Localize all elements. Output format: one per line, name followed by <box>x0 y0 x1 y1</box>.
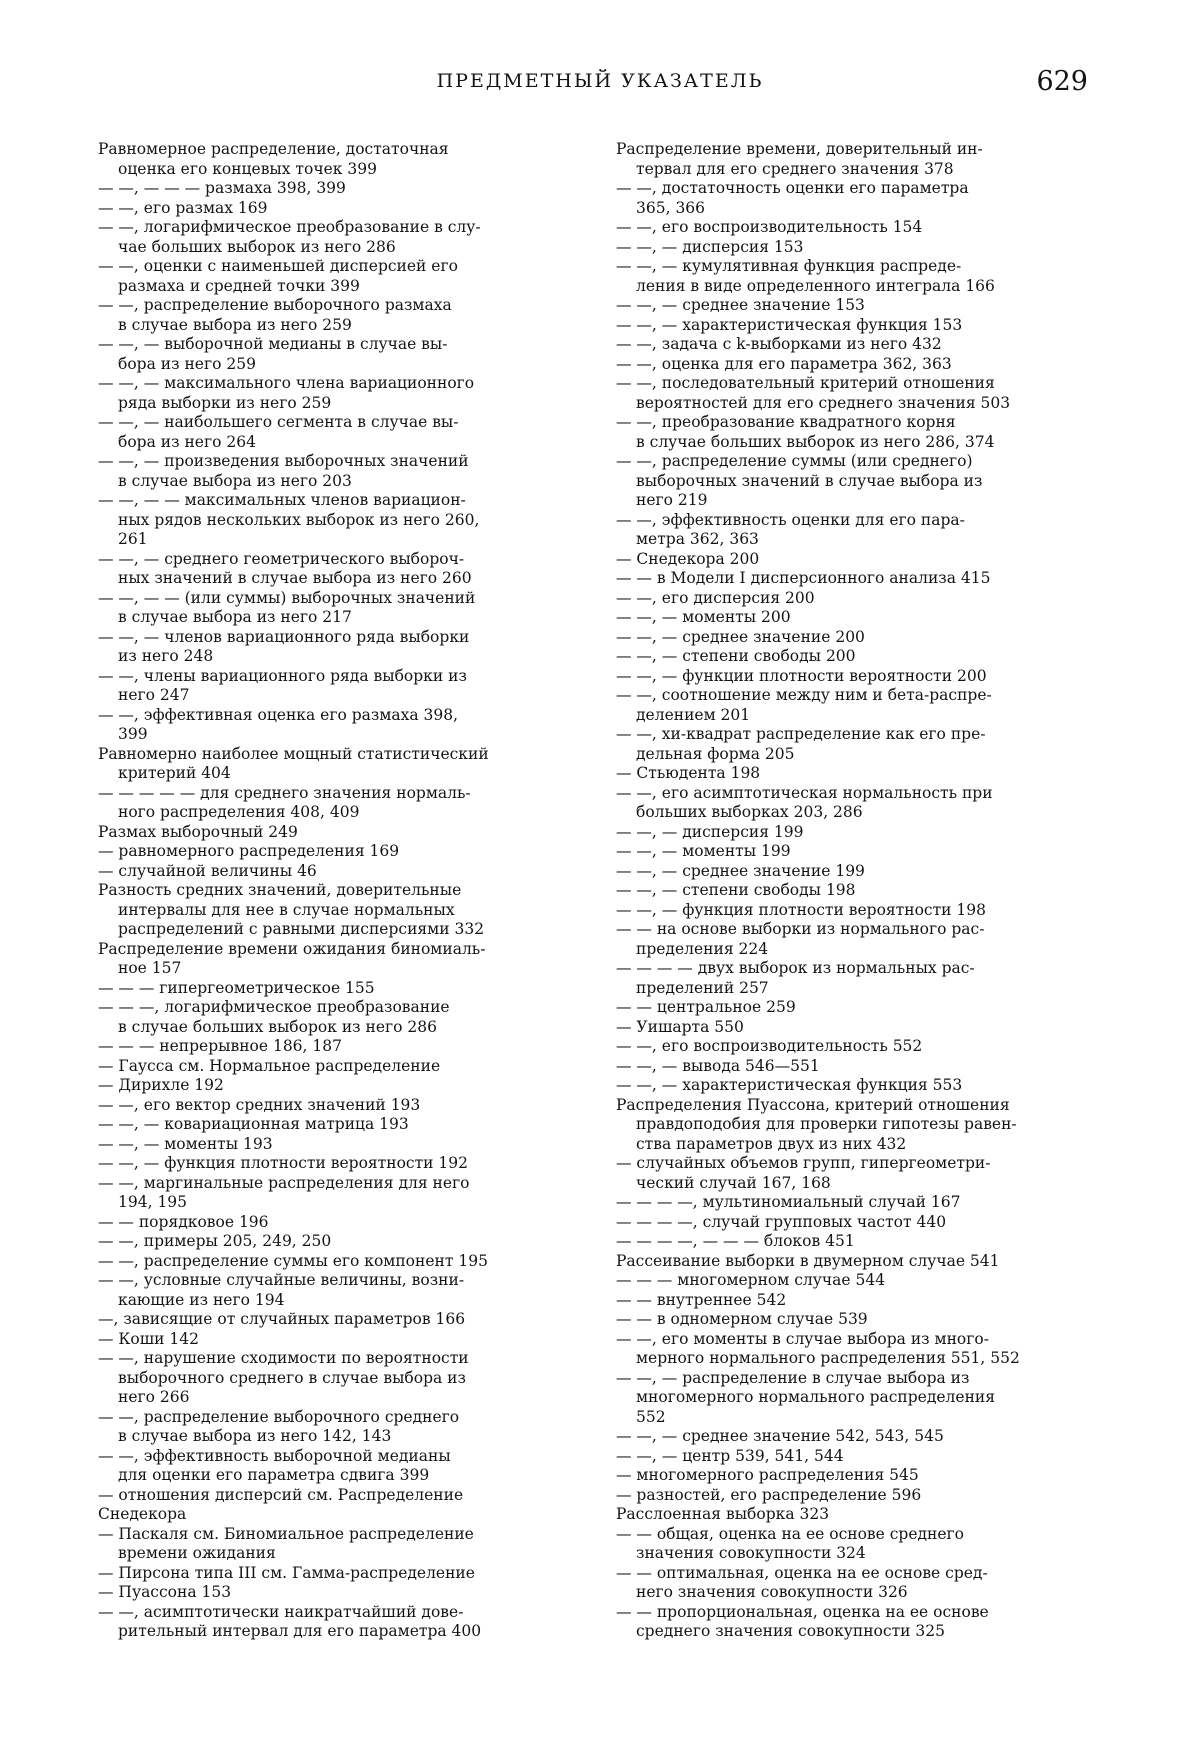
index-line: — Паскаля см. Биномиальное распределение <box>98 1524 474 1543</box>
index-line: — —, — вывода 546—551 <box>616 1056 820 1075</box>
index-line: — —, — функция плотности вероятности 198 <box>616 900 987 919</box>
index-line: — —, — функции плотности вероятности 200 <box>616 666 987 685</box>
index-line: в случае выбора из него 142, 143 <box>118 1427 392 1445</box>
index-line: — —, — произведения выборочных значений <box>98 452 469 470</box>
index-line: ления в виде определенного интеграла 166 <box>636 276 995 295</box>
index-line: — —, преобразование квадратного корня <box>616 413 956 431</box>
index-line: — — внутреннее 542 <box>616 1290 787 1309</box>
index-line: — —, достаточность оценки его параметра <box>616 179 969 197</box>
index-line: критерий 404 <box>118 764 231 782</box>
index-line: — —, задача с k-выборками из него 432 <box>616 335 942 353</box>
index-line: — —, — центр 539, 541, 544 <box>616 1446 844 1465</box>
index-line: — разностей, его распределение 596 <box>616 1485 922 1504</box>
index-line: чае больших выборок из него 286 <box>118 237 396 256</box>
index-line: метра 362, 363 <box>636 530 759 548</box>
index-line: — —, соотношение между ним и бета-распре- <box>616 686 992 704</box>
index-line: — —, эффективность оценки для его пара- <box>616 510 965 529</box>
index-line: пределения 224 <box>636 939 769 958</box>
index-line: — — в одномерном случае 539 <box>616 1310 868 1328</box>
index-line: — —, — — — размаха 398, 399 <box>98 179 346 197</box>
index-line: — —, его воспроизводительность 552 <box>616 1037 923 1055</box>
index-line: — —, — ковариационная матрица 193 <box>98 1115 409 1133</box>
index-line: — —, — дисперсия 153 <box>616 237 804 256</box>
index-line: — —, последовательный критерий отношения <box>616 374 995 392</box>
index-line: — — в Модели I дисперсионного анализа 415 <box>616 569 991 587</box>
index-line: для оценки его параметра сдвига 399 <box>118 1466 430 1484</box>
index-line: среднего значения совокупности 325 <box>636 1622 945 1640</box>
index-line: Равномерно наиболее мощный статистический <box>98 744 489 763</box>
index-line: — —, — среднее значение 199 <box>616 861 865 880</box>
page-number: 629 <box>1036 66 1088 97</box>
index-line: времени ожидания <box>118 1544 276 1562</box>
index-line: рительный интервал для его параметра 400 <box>118 1622 482 1640</box>
index-line: выборочного среднего в случае выбора из <box>118 1368 466 1387</box>
index-line: — —, — среднего геометрического выбороч- <box>98 549 465 568</box>
index-line: Распределение времени, доверительный ин- <box>616 140 983 158</box>
index-line: правдоподобия для проверки гипотезы равен- <box>636 1115 1017 1133</box>
index-line: — —, эффективность выборочной медианы <box>98 1446 451 1465</box>
index-line: ряда выборки из него 259 <box>118 393 332 412</box>
index-line: — —, хи-квадрат распределение как его пре- <box>616 725 986 743</box>
index-line: — Дирихле 192 <box>98 1076 224 1094</box>
index-line: — —, распределение суммы (или среднего) <box>616 452 973 470</box>
index-line: ного распределения 408, 409 <box>118 803 360 821</box>
index-line: — — — — — для среднего значения нормаль- <box>98 783 471 802</box>
index-line: — —, — среднее значение 542, 543, 545 <box>616 1427 944 1445</box>
index-line: — —, распределение суммы его компонент 195 <box>98 1251 488 1270</box>
index-line: тервал для его среднего значения 378 <box>636 159 954 178</box>
index-line: ных рядов нескольких выборок из него 260, <box>118 510 480 529</box>
index-line: него 219 <box>636 491 708 509</box>
index-line: — — на основе выборки из нормального рас- <box>616 920 985 938</box>
index-line: — —, его моменты в случае выбора из много- <box>616 1329 989 1348</box>
index-line: Снедекора <box>98 1505 187 1523</box>
index-line: — — — гипергеометрическое 155 <box>98 978 375 997</box>
index-line: — —, — характеристическая функция 553 <box>616 1076 963 1094</box>
index-line: распределений с равными дисперсиями 332 <box>118 920 485 938</box>
index-line: 552 <box>636 1407 666 1426</box>
index-line: — Гаусса см. Нормальное распределение <box>98 1056 441 1075</box>
index-line: него значения совокупности 326 <box>636 1583 908 1601</box>
index-line: — —, — степени свободы 198 <box>616 881 856 899</box>
index-line: — —, — наибольшего сегмента в случае вы- <box>98 413 459 431</box>
index-line: ное 157 <box>118 959 182 977</box>
index-line: многомерного нормального распределения <box>636 1388 996 1406</box>
index-line: — —, его дисперсия 200 <box>616 588 815 607</box>
index-line: — —, распределение выборочного среднего <box>98 1407 460 1426</box>
index-line: бора из него 264 <box>118 432 256 451</box>
index-line: — Коши 142 <box>98 1329 200 1348</box>
index-line: — случайной величины 46 <box>98 861 317 880</box>
index-line: — многомерного распределения 545 <box>616 1466 919 1484</box>
index-line: — —, — распределение в случае выбора из <box>616 1368 970 1387</box>
index-line: — —, — выборочной медианы в случае вы- <box>98 335 448 353</box>
index-line: пределений 257 <box>636 978 769 997</box>
index-line: Распределения Пуассона, критерий отношения <box>616 1095 1010 1114</box>
index-line: — Пуассона 153 <box>98 1583 232 1601</box>
index-line: — —, — среднее значение 153 <box>616 296 865 314</box>
index-line: — —, — степени свободы 200 <box>616 647 856 665</box>
index-line: — —, члены вариационного ряда выборки из <box>98 666 467 685</box>
index-line: — — пропорциональная, оценка на ее основе <box>616 1602 989 1621</box>
index-line: в случае больших выборок из него 286 <box>118 1017 438 1036</box>
index-line: значения совокупности 324 <box>636 1544 866 1562</box>
index-line: вероятностей для его среднего значения 503 <box>636 393 1011 412</box>
index-line: в случае выбора из него 203 <box>118 471 352 490</box>
index-line: — Снедекора 200 <box>616 549 760 568</box>
index-line: — — — —, случай групповых частот 440 <box>616 1212 947 1231</box>
index-line: ства параметров двух из них 432 <box>636 1134 907 1153</box>
index-line: — —, его размах 169 <box>98 198 268 217</box>
index-line: Равномерное распределение, достаточная <box>98 140 449 158</box>
index-column-right <box>616 140 1096 1642</box>
index-line: — —, — — максимальных членов вариацион- <box>98 491 466 509</box>
index-line: — — — —, мультиномиальный случай 167 <box>616 1193 961 1211</box>
index-line: 194, 195 <box>118 1193 188 1211</box>
index-line: дельная форма 205 <box>636 744 795 763</box>
index-line: — —, асимптотически наикратчайший дове- <box>98 1602 464 1621</box>
index-line: — —, логарифмическое преобразование в слу- <box>98 218 481 236</box>
index-line: бора из него 259 <box>118 354 256 373</box>
index-line: — —, оценки с наименьшей дисперсией его <box>98 257 458 275</box>
index-line: — —, — характеристическая функция 153 <box>616 315 963 334</box>
index-line: — случайных объемов групп, гипергеометри- <box>616 1154 991 1172</box>
index-line: в случае выбора из него 217 <box>118 608 352 626</box>
index-line: — Уишарта 550 <box>616 1017 744 1036</box>
index-line: — — — — двух выборок из нормальных рас- <box>616 959 975 977</box>
index-line: — Пирсона типа III см. Гамма-распределение <box>98 1563 475 1582</box>
index-line: — —, — членов вариационного ряда выборки <box>98 627 470 646</box>
index-line: — —, — дисперсия 199 <box>616 822 804 841</box>
index-line: — — центральное 259 <box>616 998 796 1016</box>
index-line: — —, его асимптотическая нормальность при <box>616 783 993 802</box>
index-line: него 247 <box>118 686 190 704</box>
index-line: — — общая, оценка на ее основе среднего <box>616 1524 965 1543</box>
index-line: него 266 <box>118 1388 190 1406</box>
index-line: в случае выбора из него 259 <box>118 315 352 334</box>
index-column-left <box>98 140 583 1642</box>
index-line: Распределение времени ожидания биномиаль- <box>98 939 486 958</box>
index-line: — равномерного распределения 169 <box>98 842 400 860</box>
index-line: — — — непрерывное 186, 187 <box>98 1037 342 1055</box>
index-line: в случае больших выборок из него 286, 374 <box>636 432 995 451</box>
index-line: — —, — кумулятивная функция распреде- <box>616 257 962 275</box>
index-line: из него 248 <box>118 647 214 665</box>
index-line: — —, его воспроизводительность 154 <box>616 218 923 236</box>
index-line: — — — многомерном случае 544 <box>616 1271 886 1289</box>
page-title: ПРЕДМЕТНЫЙ УКАЗАТЕЛЬ <box>436 70 764 92</box>
index-line: — —, — моменты 199 <box>616 842 791 860</box>
index-line: — —, распределение выборочного размаха <box>98 296 452 314</box>
index-line: — —, — моменты 193 <box>98 1134 273 1153</box>
index-line: делением 201 <box>636 705 751 724</box>
index-line: ных значений в случае выбора из него 260 <box>118 569 472 587</box>
index-line: — —, — — (или суммы) выборочных значений <box>98 588 476 607</box>
index-line: Расслоенная выборка 323 <box>616 1505 830 1523</box>
index-line: — — порядковое 196 <box>98 1212 269 1231</box>
index-line: — — —, логарифмическое преобразование <box>98 998 450 1016</box>
index-line: — — оптимальная, оценка на ее основе сред- <box>616 1563 988 1582</box>
index-line: — — — —, — — — блоков 451 <box>616 1232 855 1250</box>
index-line: — —, эффективная оценка его размаха 398, <box>98 705 459 724</box>
index-line: — —, — максимального члена вариационного <box>98 374 475 392</box>
index-line: оценка его концевых точек 399 <box>118 159 377 178</box>
index-line: Рассеивание выборки в двумерном случае 541 <box>616 1251 1000 1270</box>
index-line: —, зависящие от случайных параметров 166 <box>98 1310 466 1328</box>
index-line: — отношения дисперсий см. Распределение <box>98 1485 464 1504</box>
index-line: 399 <box>118 725 148 743</box>
index-line: интервалы для нее в случае нормальных <box>118 900 455 919</box>
index-line: — —, примеры 205, 249, 250 <box>98 1232 332 1250</box>
index-line: 261 <box>118 530 148 548</box>
index-line: — —, условные случайные величины, возни- <box>98 1271 465 1289</box>
index-line: — —, — функция плотности вероятности 192 <box>98 1154 469 1172</box>
index-line: кающие из него 194 <box>118 1290 285 1309</box>
index-line: Разность средних значений, доверительные <box>98 881 462 899</box>
index-line: 365, 366 <box>636 198 706 217</box>
index-line: больших выборках 203, 286 <box>636 803 863 821</box>
index-line: — —, нарушение сходимости по вероятности <box>98 1349 469 1367</box>
index-line: — —, маргинальные распределения для него <box>98 1173 470 1192</box>
index-line: — —, — моменты 200 <box>616 608 791 626</box>
index-line: мерного нормального распределения 551, 552 <box>636 1349 1020 1367</box>
index-line: размаха и средней точки 399 <box>118 276 360 295</box>
index-line: — —, — среднее значение 200 <box>616 627 865 646</box>
index-line: выборочных значений в случае выбора из <box>636 471 983 490</box>
index-line: — —, его вектор средних значений 193 <box>98 1095 421 1114</box>
index-line: — Стьюдента 198 <box>616 764 761 782</box>
index-line: — —, оценка для его параметра 362, 363 <box>616 354 952 373</box>
index-line: Размах выборочный 249 <box>98 822 298 841</box>
index-line: ческий случай 167, 168 <box>636 1173 831 1192</box>
